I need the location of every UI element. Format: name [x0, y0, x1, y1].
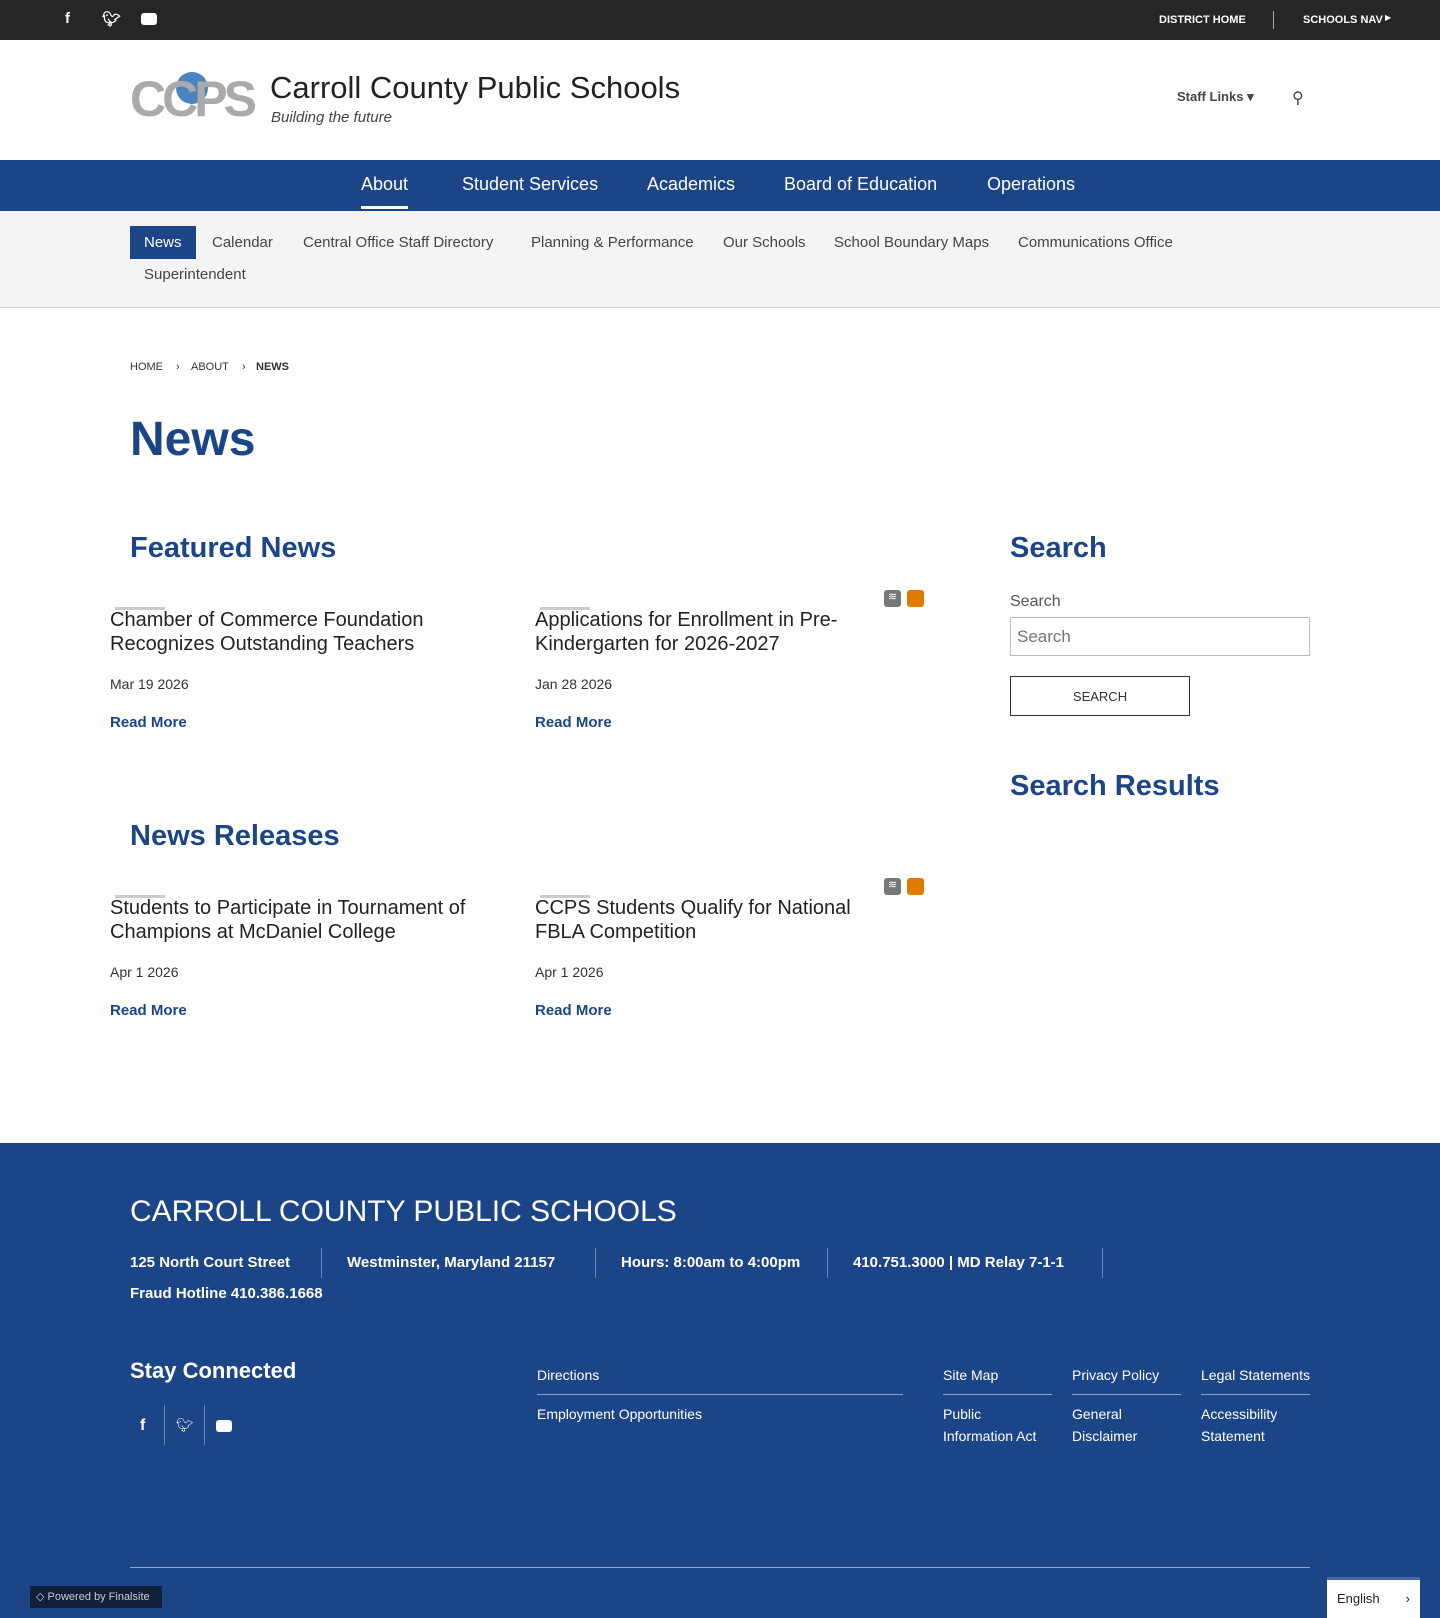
footer-link-privacy[interactable]: Privacy Policy: [1072, 1367, 1160, 1383]
search-button[interactable]: SEARCH: [1010, 676, 1190, 716]
language-label: English: [1337, 1591, 1380, 1606]
district-home-link[interactable]: DISTRICT HOME: [1159, 14, 1246, 26]
facebook-icon[interactable]: f: [65, 10, 70, 27]
search-label: Search: [1010, 593, 1061, 610]
featured-news-heading: Featured News: [130, 532, 337, 564]
chevron-right-icon: ›: [1405, 1591, 1410, 1606]
stay-connected-heading: Stay Connected: [130, 1358, 297, 1383]
footer-link-accessibility[interactable]: Accessibility Statement: [1201, 1406, 1278, 1444]
footer-hours: Hours: 8:00am to 4:00pm: [621, 1254, 801, 1271]
news-title[interactable]: CCPS Students Qualify for National FBLA Competition: [535, 897, 851, 943]
bell-icon[interactable]: [907, 878, 924, 895]
subnav-our-schools[interactable]: Our Schools: [723, 234, 806, 251]
read-more-link[interactable]: Read More: [110, 1002, 187, 1019]
language-selector[interactable]: [1327, 1577, 1420, 1618]
youtube-icon[interactable]: [216, 1420, 232, 1432]
divider: [130, 1567, 1310, 1568]
bell-icon[interactable]: [907, 590, 924, 607]
tagline: Building the future: [271, 109, 392, 126]
search-icon[interactable]: ⚲: [1292, 90, 1304, 107]
news-title[interactable]: Chamber of Commerce Foundation Recognizes Outstanding Teachers: [110, 609, 424, 655]
breadcrumb-about[interactable]: ABOUT: [191, 361, 229, 373]
footer-title: CARROLL COUNTY PUBLIC SCHOOLS: [130, 1195, 677, 1228]
footer-address: 125 North Court Street: [130, 1254, 291, 1271]
footer-fraud-hotline[interactable]: Fraud Hotline 410.386.1668: [130, 1285, 323, 1302]
rss-icon[interactable]: ≋: [884, 590, 901, 607]
news-title[interactable]: Students to Participate in Tournament of Champions at McDaniel College: [110, 897, 466, 943]
staff-links-label: Staff Links: [1177, 89, 1244, 104]
news-date: Apr 1 2026: [110, 964, 179, 980]
divider: [1201, 1394, 1310, 1395]
news-date: Apr 1 2026: [535, 964, 604, 980]
footer-phone[interactable]: 410.751.3000 | MD Relay 7-1-1: [853, 1254, 1064, 1271]
divider: [827, 1248, 828, 1278]
top-bar: [0, 0, 1440, 40]
footer-city: Westminster, Maryland 21157: [347, 1254, 556, 1271]
footer-link-employment[interactable]: Employment Opportunities: [537, 1406, 702, 1422]
footer-link-public-info[interactable]: Public Information Act: [943, 1406, 1037, 1444]
youtube-icon[interactable]: [141, 13, 157, 25]
chevron-right-icon: ›: [176, 361, 180, 373]
breadcrumb-news: NEWS: [256, 361, 289, 373]
footer-link-site-map[interactable]: Site Map: [943, 1367, 999, 1383]
divider: [1273, 11, 1274, 29]
search-results-heading: Search Results: [1010, 770, 1220, 802]
search-input[interactable]: [1010, 617, 1310, 656]
divider: [537, 1394, 903, 1395]
staff-links-dropdown[interactable]: Staff Links ▾: [1177, 89, 1254, 104]
news-date: Mar 19 2026: [110, 676, 189, 692]
nav-student-services[interactable]: Student Services: [462, 174, 599, 194]
divider: [595, 1248, 596, 1278]
chevron-right-icon: ›: [242, 361, 246, 373]
powered-by-label: Powered by Finalsite: [47, 1591, 150, 1603]
powered-by-finalsite[interactable]: ◇ Powered by Finalsite: [30, 1586, 162, 1608]
search-heading: Search: [1010, 532, 1107, 564]
logo-text: CCPS: [130, 71, 253, 127]
divider: [943, 1394, 1052, 1395]
nav-board-of-education[interactable]: Board of Education: [784, 174, 938, 194]
read-more-link[interactable]: Read More: [535, 1002, 612, 1019]
footer-link-general-disclaimer[interactable]: General Disclaimer: [1072, 1406, 1138, 1444]
news-title[interactable]: Applications for Enrollment in Pre-Kindergarten for 2026-2027: [535, 609, 838, 655]
nav-operations[interactable]: Operations: [987, 174, 1076, 194]
rss-icon[interactable]: ≋: [884, 878, 901, 895]
subnav-news[interactable]: News: [130, 226, 196, 259]
divider: [1102, 1248, 1103, 1278]
subnav-boundary-maps[interactable]: School Boundary Maps: [834, 234, 990, 251]
page-title: News: [130, 413, 256, 466]
logo[interactable]: [130, 70, 253, 130]
nav-academics[interactable]: Academics: [647, 174, 736, 194]
subnav-planning[interactable]: Planning & Performance: [531, 234, 694, 251]
divider: [204, 1405, 205, 1445]
sub-nav: [0, 211, 1440, 308]
twitter-icon[interactable]: 🐦︎: [102, 11, 122, 28]
caret-right-icon: ▶: [1385, 13, 1392, 22]
nav-about[interactable]: About: [361, 174, 408, 209]
read-more-link[interactable]: Read More: [110, 714, 187, 731]
read-more-link[interactable]: Read More: [535, 714, 612, 731]
subnav-staff-directory[interactable]: Central Office Staff Directory: [303, 234, 494, 251]
site-title[interactable]: Carroll County Public Schools: [270, 70, 681, 105]
divider: [321, 1248, 322, 1278]
subnav-communications[interactable]: Communications Office: [1018, 234, 1173, 251]
footer-link-legal[interactable]: Legal Statements: [1201, 1367, 1310, 1383]
subnav-superintendent[interactable]: Superintendent: [144, 266, 246, 283]
breadcrumb-home[interactable]: HOME: [130, 361, 163, 373]
news-releases-heading: News Releases: [130, 820, 340, 852]
schools-nav-link[interactable]: SCHOOLS NAV: [1303, 14, 1383, 26]
main-nav: [0, 160, 1440, 211]
facebook-icon[interactable]: f: [140, 1417, 146, 1434]
subnav-calendar[interactable]: Calendar: [212, 234, 273, 251]
news-date: Jan 28 2026: [535, 676, 613, 692]
footer-link-directions[interactable]: Directions: [537, 1367, 600, 1383]
twitter-icon[interactable]: 🐦︎: [176, 1417, 194, 1433]
divider: [164, 1405, 165, 1445]
divider: [1072, 1394, 1181, 1395]
